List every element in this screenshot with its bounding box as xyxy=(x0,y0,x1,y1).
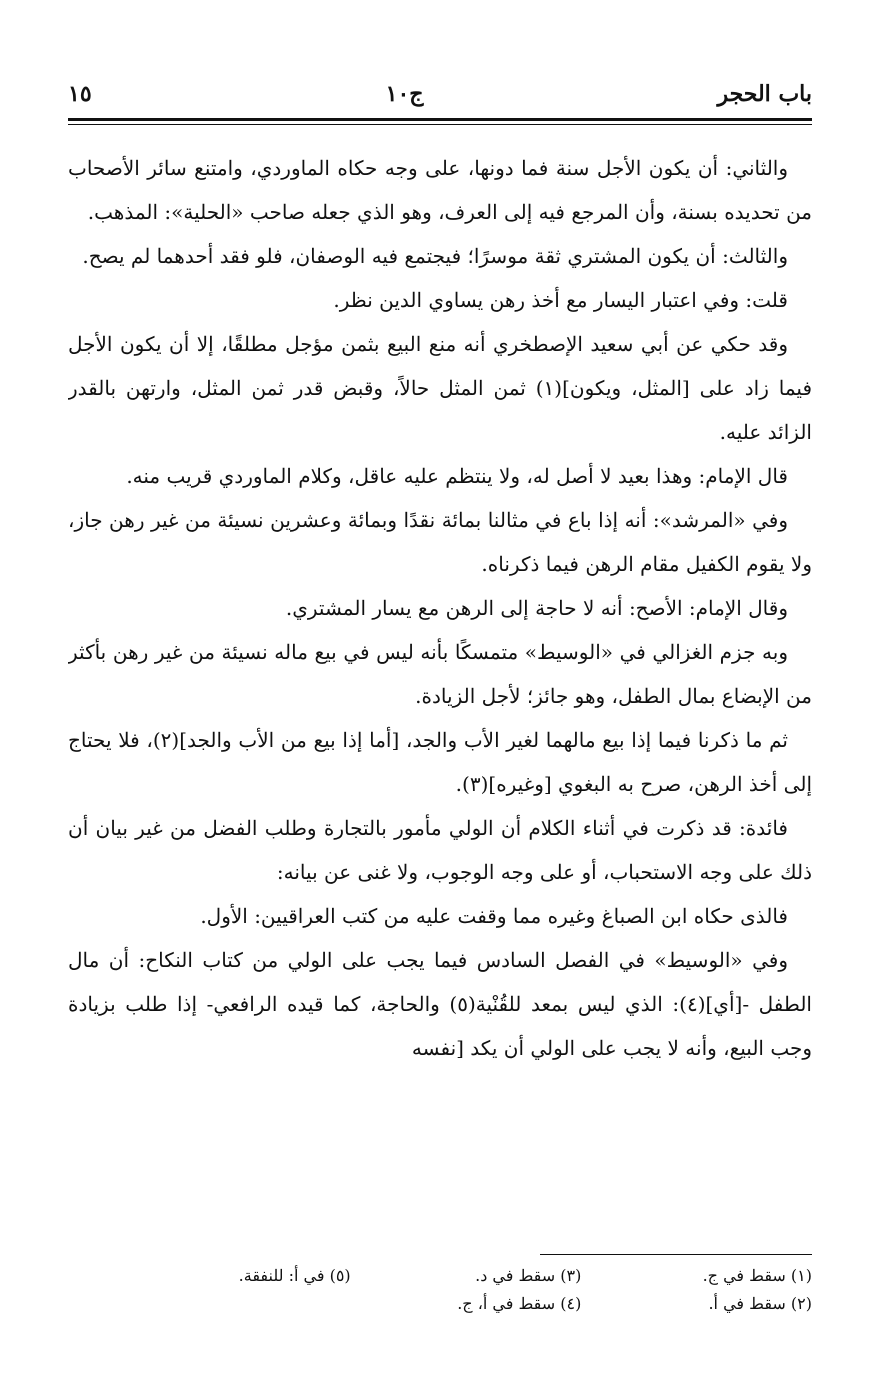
footnotes xyxy=(140,1266,812,1322)
paragraph: وقال الإمام: الأصح: أنه لا حاجة إلى الرهن مع يسار المشتري. xyxy=(285,596,788,620)
paragraph: فالذى حكاه ابن الصباغ وغيره مما وقفت عليه من كتب العراقيين: الأول. xyxy=(200,904,788,928)
paragraph: والثالث: أن يكون المشتري ثقة موسرًا؛ فيجتمع فيه الوصفان، فلو فقد أحدهما لم يصح. xyxy=(82,244,788,268)
footnote: (١) سقط في ج. xyxy=(702,1266,812,1285)
paragraph: والثاني: أن يكون الأجل سنة فما دونها، على وجه حكاه الماوردي، وامتنع سائر الأصحاب من تحديده بسنة، وأن المرجع فيه إلى العرف، وهو الذي جعله صاحب «الحلية»: المذهب. xyxy=(68,156,812,224)
paragraph: وفي «الوسيط» في الفصل السادس فيما يجب على الولي من كتاب النكاح: أن مال الطفل -[أي](٤): الذي ليس بمعد للقُنْية(٥) والحاجة، كما قيده الرافعي- إذا طلب بزيادة وجب البيع، وأنه لا يجب على الولي أن يكد [نفسه xyxy=(68,948,812,1060)
paragraph: ثم ما ذكرنا فيما إذا بيع مالهما لغير الأب والجد، [أما إذا بيع من الأب والجد](٢)، فلا يحتاج إلى أخذ الرهن، صرح به البغوي [وغيره](٣). xyxy=(68,728,812,796)
header-rule-thick xyxy=(68,118,812,121)
header-rule-thin xyxy=(68,124,812,125)
paragraph: وقد حكي عن أبي سعيد الإصطخري أنه منع البيع بثمن مؤجل مطلقًا، إلا أن يكون الأجل فيما زاد على [المثل، ويكون](١) ثمن المثل حالاً، وقبض قدر ثمن المثل، وارتهن بالقدر الزائد عليه. xyxy=(68,332,812,444)
paragraph: وبه جزم الغزالي في «الوسيط» متمسكًا بأنه ليس في بيع ماله نسيئة من غير رهن بأكثر من الإبضاع بمال الطفل، وهو جائز؛ لأجل الزيادة. xyxy=(68,640,812,708)
footnote: (٢) سقط في أ. xyxy=(708,1294,812,1313)
footnote: (٤) سقط في أ، ج. xyxy=(457,1294,582,1313)
paragraph: فائدة: قد ذكرت في أثناء الكلام أن الولي مأمور بالتجارة وطلب الفضل من غير بيان أن ذلك على وجه الاستحباب، أو على وجه الوجوب، ولا غنى عن بيانه: xyxy=(68,816,812,884)
footnote-separator xyxy=(540,1254,812,1255)
paragraph: وفي «المرشد»: أنه إذا باع في مثالنا بمائة نقدًا وبمائة وعشرين نسيئة من غير رهن جاز، ولا يقوم الكفيل مقام الرهن فيما ذكرناه. xyxy=(68,508,812,576)
paragraph: قال الإمام: وهذا بعيد لا أصل له، ولا ينتظم عليه عاقل، وكلام الماوردي قريب منه. xyxy=(126,464,788,488)
page-number: ١٥ xyxy=(68,81,92,107)
running-header xyxy=(68,74,812,114)
volume-label: ج١٠ xyxy=(385,81,424,107)
paragraph: قلت: وفي اعتبار اليسار مع أخذ رهن يساوي الدين نظر. xyxy=(333,288,788,312)
body-text xyxy=(68,146,812,1236)
footnote: (٣) سقط في د. xyxy=(475,1266,582,1285)
chapter-title: باب الحجر xyxy=(717,81,812,107)
footnote: (٥) في أ: للنفقة. xyxy=(238,1266,351,1285)
